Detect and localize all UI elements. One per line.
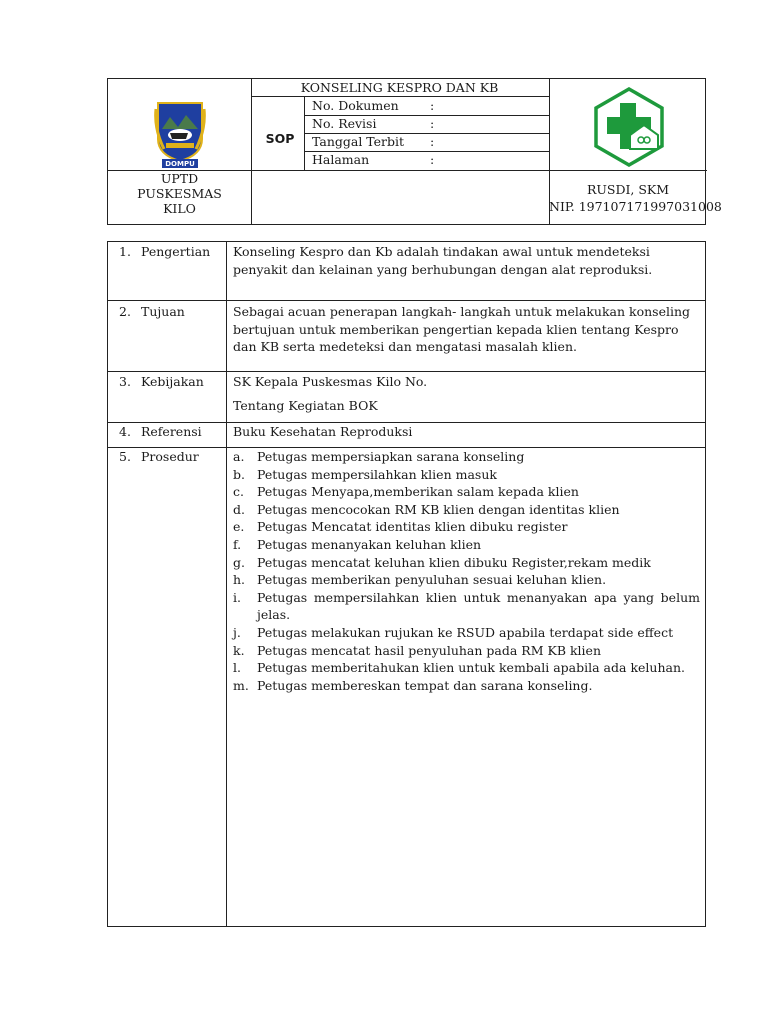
list-marker: k. <box>233 642 245 658</box>
list-marker: e. <box>233 519 245 535</box>
list-marker: f. <box>233 536 242 552</box>
section-content-tujuan <box>233 303 700 356</box>
meta-value: : <box>430 116 435 131</box>
list-marker: i. <box>233 589 241 605</box>
puskesmas-logo <box>589 87 669 167</box>
meta-value: : <box>430 98 435 113</box>
section-number: 2. <box>119 304 131 319</box>
section-number: 3. <box>119 374 131 389</box>
sop-label: SOP <box>265 131 295 146</box>
list-marker: h. <box>233 572 246 588</box>
list-item <box>233 659 700 677</box>
list-item-text: Petugas mempersiapkan sarana konseling <box>257 449 525 464</box>
section-title: Kebijakan <box>141 374 204 389</box>
divider <box>226 242 227 926</box>
list-item <box>233 589 700 624</box>
divider <box>108 300 705 301</box>
list-item-text: Petugas membereskan tempat dan sarana konseling. <box>257 677 593 693</box>
list-marker: d. <box>233 501 245 517</box>
section-content-prosedur <box>233 448 700 694</box>
list-item <box>233 677 700 695</box>
head-nip: NIP. 197107171997031008 <box>549 199 722 214</box>
divider <box>251 79 252 224</box>
list-item-text: Petugas menanyakan keluhan klien <box>257 536 482 552</box>
section-content-referensi <box>233 423 700 441</box>
organization-line: UPTD <box>160 171 199 186</box>
list-item <box>233 483 700 501</box>
list-item-text: Petugas mencatat keluhan klien dibuku Register,rekam medik <box>257 554 651 570</box>
section-title: Referensi <box>141 424 202 439</box>
meta-label: Halaman <box>312 152 370 167</box>
section-content-kebijakan <box>233 373 700 414</box>
list-marker: m. <box>233 677 249 693</box>
list-item-text: Petugas mempersilahkan klien untuk menanyakan apa yang belum jelas. <box>257 589 700 623</box>
head-name: RUSDI, SKM <box>586 182 670 197</box>
divider <box>108 371 705 372</box>
section-number: 5. <box>119 449 131 464</box>
list-item-text: Petugas Menyapa,memberikan salam kepada klien <box>257 484 579 500</box>
list-marker: g. <box>233 554 245 570</box>
list-marker: l. <box>233 660 241 676</box>
organization-name <box>108 171 251 216</box>
dompu-logo-text: DOMPU <box>165 160 195 168</box>
list-item-text: Petugas mencocokan RM KB klien dengan identitas klien <box>257 501 620 517</box>
document-title: KONSELING KESPRO DAN KB <box>300 80 499 95</box>
dompu-logo <box>148 99 212 169</box>
list-item <box>233 448 700 466</box>
procedure-list <box>233 448 700 694</box>
list-item-text: Petugas mempersilahkan klien masuk <box>257 466 497 482</box>
paragraph: Sebagai acuan penerapan langkah- langkah untuk melakukan konseling bertujuan untuk memberikan pengertian kepada klien tentang Kespro dan KB serta medeteksi dan mengatasi masalah klien. <box>233 304 691 355</box>
organization-line: PUSKESMAS <box>137 186 222 201</box>
list-item <box>233 554 700 572</box>
list-marker: c. <box>233 484 244 500</box>
meta-label: No. Revisi <box>312 116 377 131</box>
section-number: 4. <box>119 424 131 439</box>
list-marker: j. <box>233 624 241 640</box>
section-title: Prosedur <box>141 449 199 464</box>
list-item-text: Petugas melakukan rujukan ke RSUD apabila terdapat side effect <box>257 624 674 640</box>
paragraph: Tentang Kegiatan BOK <box>233 397 378 413</box>
list-item-text: Petugas memberikan penyuluhan sesuai keluhan klien. <box>257 572 607 588</box>
meta-label: Tanggal Terbit <box>312 134 405 149</box>
paragraph: Buku Kesehatan Reproduksi <box>233 424 413 439</box>
list-item <box>233 571 700 589</box>
section-content-pengertian <box>233 243 700 278</box>
list-item-text: Petugas mencatat hasil penyuluhan pada RM KB klien <box>257 642 601 658</box>
list-item <box>233 642 700 660</box>
meta-label: No. Dokumen <box>312 98 399 113</box>
list-item <box>233 501 700 519</box>
list-item <box>233 536 700 554</box>
list-item <box>233 624 700 642</box>
paragraph: Konseling Kespro dan Kb adalah tindakan awal untuk mendeteksi penyakit dan kelainan yang berhubungan dengan alat reproduksi. <box>233 244 653 277</box>
divider <box>304 96 305 170</box>
paragraph: SK Kepala Puskesmas Kilo No. <box>233 374 428 389</box>
section-title: Pengertian <box>141 244 211 259</box>
list-item-text: Petugas memberitahukan klien untuk kembali apabila ada keluhan. <box>257 660 685 676</box>
meta-value: : <box>430 152 435 167</box>
section-number: 1. <box>119 244 131 259</box>
list-item <box>233 518 700 536</box>
section-title: Tujuan <box>141 304 185 319</box>
meta-value: : <box>430 134 435 149</box>
organization-line: KILO <box>163 201 196 216</box>
header-table <box>107 78 722 225</box>
sop-content-table <box>107 241 706 927</box>
list-item-text: Petugas Mencatat identitas klien dibuku register <box>257 519 568 535</box>
divider <box>251 96 549 97</box>
list-item <box>233 466 700 484</box>
list-marker: a. <box>233 449 245 464</box>
list-marker: b. <box>233 466 245 482</box>
